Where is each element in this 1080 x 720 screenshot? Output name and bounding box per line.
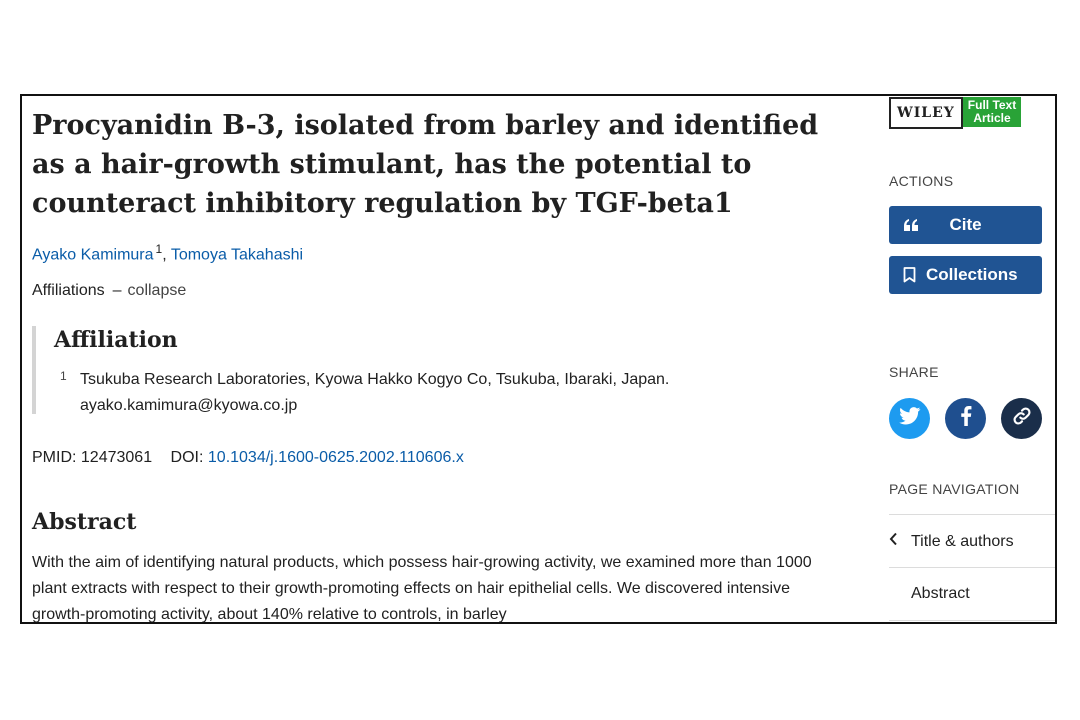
nav-divider — [889, 514, 1057, 515]
full-text-badge — [963, 97, 1021, 127]
affiliation-heading: Affiliation — [54, 327, 178, 353]
abstract-heading: Abstract — [32, 509, 137, 535]
collections-label: Collections — [926, 265, 1018, 284]
article-label: Article — [973, 111, 1011, 125]
link-icon — [1012, 406, 1032, 431]
affiliations-label: Affiliations — [32, 282, 105, 299]
abstract-text: With the aim of identifying natural products, which possess hair-growing activity, we examined more than 1000 plant extracts with respect to their growth-promoting effects on hair epithelial cells. We discovered intensive growth-promoting activity, about 140% relative to controls, in barley — [32, 554, 812, 623]
article-main — [22, 96, 862, 622]
cite-label: Cite — [949, 215, 982, 234]
share-heading: SHARE — [889, 364, 939, 380]
author-link-kamimura[interactable]: Ayako Kamimura — [32, 246, 154, 264]
author-link-takahashi[interactable]: Tomoya Takahashi — [170, 246, 304, 264]
full-text-label: Full Text — [967, 98, 1017, 112]
affiliations-toggle[interactable] — [32, 282, 186, 300]
article-title: Procyanidin B-3, isolated from barley and identified as a hair-growth stimulant, has the potential to counteract inhibitory regulation by TGF-beta1 — [32, 110, 819, 219]
affiliation-superscript[interactable]: 1 — [155, 242, 163, 256]
collections-button[interactable] — [889, 256, 1042, 294]
wiley-logo: WILEY — [889, 97, 963, 129]
page-navigation-heading: PAGE NAVIGATION — [889, 481, 1020, 497]
affiliation-number: 1 — [60, 369, 67, 383]
pmid-label: PMID: — [32, 449, 77, 466]
author-separator: , — [162, 246, 167, 264]
affiliation-email: ayako.kamimura@kyowa.co.jp — [80, 397, 298, 414]
affiliations-dash: – — [112, 282, 122, 299]
nav-divider — [889, 567, 1057, 568]
article-sidebar — [888, 96, 1057, 622]
cite-button[interactable] — [889, 206, 1042, 244]
bookmark-icon — [903, 256, 916, 294]
article-identifiers — [32, 449, 464, 467]
affiliation-text — [80, 367, 820, 419]
browser-viewport — [20, 94, 1057, 624]
affiliation-address: Tsukuba Research Laboratories, Kyowa Hakko Kogyo Co, Tsukuba, Ibaraki, Japan. — [80, 371, 670, 388]
collapse-link[interactable]: collapse — [127, 282, 187, 299]
doi-label: DOI: — [170, 449, 204, 466]
facebook-icon — [960, 406, 972, 431]
nav-item-abstract[interactable]: Abstract — [911, 585, 970, 602]
wiley-full-text-link[interactable] — [889, 97, 1021, 129]
facebook-share-button[interactable] — [945, 398, 986, 439]
nav-item-label: Title & authors — [911, 533, 1014, 550]
actions-heading: ACTIONS — [889, 173, 954, 189]
nav-item-title-authors[interactable] — [889, 532, 1014, 551]
twitter-share-button[interactable] — [889, 398, 930, 439]
copy-link-button[interactable] — [1001, 398, 1042, 439]
affiliation-panel — [32, 326, 836, 414]
nav-divider — [889, 620, 1057, 621]
pmid-value: 12473061 — [80, 449, 153, 466]
chevron-left-icon — [889, 532, 905, 551]
doi-link[interactable]: 10.1034/j.1600-0625.2002.110606.x — [207, 449, 464, 466]
quote-icon — [903, 206, 919, 244]
twitter-icon — [899, 407, 921, 430]
author-list — [32, 242, 303, 264]
